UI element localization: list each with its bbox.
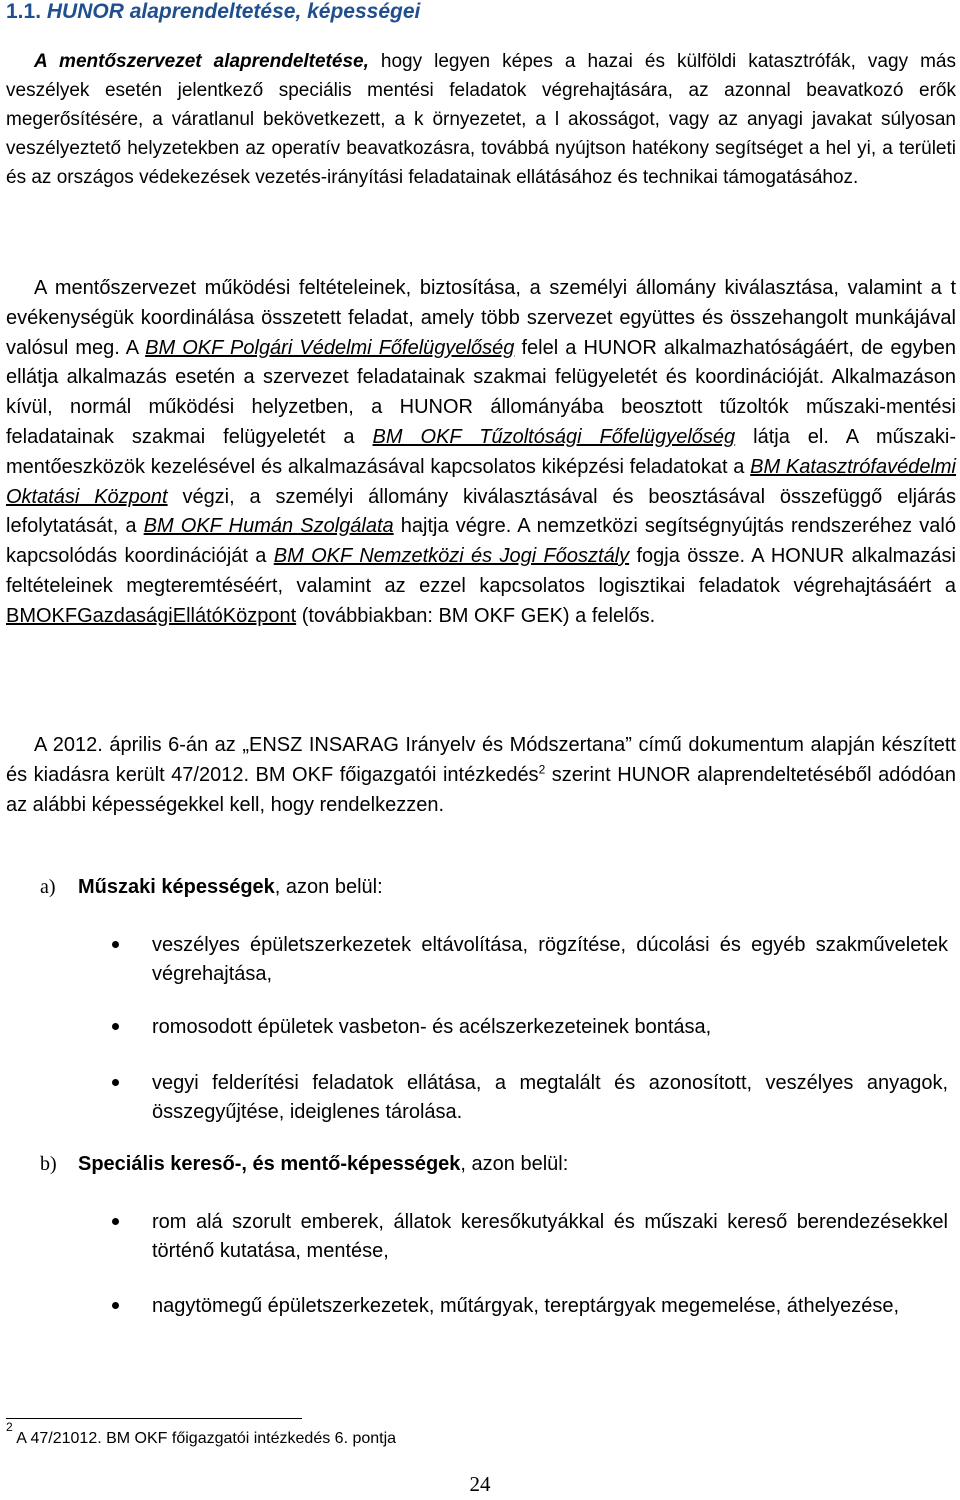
insarag-text-1: A 2012. április 6-án az „ENSZ INSARAG Irányelv és Módszertana” című dokumentum alapján készített és kiadásra került 47/2012. BM OKF főigazgatói intézkedés	[6, 734, 956, 786]
section-b-title: Speciális kereső-, és mentő-képességek	[78, 1153, 461, 1175]
footnote-mark: 2	[6, 1419, 13, 1434]
list-item	[112, 931, 948, 989]
section-b-marker: b)	[40, 1153, 57, 1175]
bullet-icon	[112, 1023, 119, 1030]
purpose-lead: A mentőszervezet alaprendeltetése,	[34, 51, 369, 72]
list-item-text: veszélyes épületszerkezetek eltávolítása, rögzítése, dúcolási és egyéb szakműveletek végrehajtása,	[152, 934, 948, 985]
footnote	[6, 1419, 397, 1448]
bullet-icon	[112, 941, 119, 948]
org-text-5: hajtja végre. A nemzetközi segítségnyújtás rendszeréhez való kapcsolódás koordinációját a	[6, 515, 956, 568]
org-text-6: fogja össze. A HONUR alkalmazási feltételeinek megteremtéséért, valamint az ezzel kapcsolatos logisztikai feladatok végrehajtásáért a	[6, 545, 957, 597]
list-item	[112, 1208, 948, 1266]
paragraph-insarag	[6, 730, 956, 820]
link-oktatasi-kozpont[interactable]: BM Katasztrófavédelmi Oktatási Központ	[6, 455, 957, 508]
link-tuzoltosagi-fofelugyeloseg[interactable]: BM OKF Tűzoltósági Főfelügyelőség	[372, 425, 736, 448]
footnote-text: A 47/21012. BM OKF főigazgatói intézkedés 6. pontja	[12, 1430, 397, 1447]
list-item	[112, 1292, 948, 1321]
link-nemzetkozi-fooszt[interactable]: BM OKF Nemzetközi és Jogi Főosztály	[273, 545, 630, 568]
footnote-divider	[6, 1418, 302, 1419]
org-text-3: látja el. A műszaki-mentőeszközök kezelésével és alkalmazásával kapcsolatos kiképzési feladatokat a	[6, 425, 957, 478]
list-item-text: vegyi felderítési feladatok ellátása, a megtalált és azonosított, veszélyes anyagok, összegyűjtése, ideiglenes tárolása.	[152, 1072, 948, 1123]
bullet-icon	[112, 1079, 119, 1086]
section-a-suffix: , azon belül:	[274, 876, 383, 898]
link-gek[interactable]: BMOKFGazdaságiEllátóKözpont	[6, 604, 297, 627]
section-a-marker: a)	[40, 876, 56, 898]
page-number: 24	[469, 1472, 491, 1496]
section-heading	[6, 0, 420, 24]
list-item-text: nagytömegű épületszerkezetek, műtárgyak, tereptárgyak megemelése, áthelyezése,	[152, 1295, 900, 1317]
heading-title: HUNOR alaprendeltetése, képességei	[46, 0, 421, 23]
link-human-szolgalat[interactable]: BM OKF Humán Szolgálata	[143, 515, 394, 538]
footnote-ref[interactable]: 2	[538, 762, 546, 777]
section-a-title: Műszaki képességek	[78, 876, 275, 898]
heading-number: 1.1.	[6, 0, 42, 23]
section-b-suffix: , azon belül:	[460, 1153, 569, 1175]
list-item	[112, 1069, 948, 1127]
org-text-2: felel a HUNOR alkalmazhatóságáért, de egyben ellátja alkalmazás esetén a szervezet feladatainak szakmai felügyeletét és koordinációját. Alkalmazáson kívül, normál működési helyzetben, a HUNOR állományába beosztott tűzoltók műszaki-mentési feladatainak szakmai felügyeletét a	[6, 336, 956, 448]
section-a-heading	[40, 876, 383, 899]
org-text-4: végzi, a személyi állomány kiválasztásával és beosztásával összefüggő eljárás lefolytatását, a	[6, 485, 956, 538]
org-text-7: (továbbiakban: BM OKF GEK) a felelős.	[296, 604, 656, 627]
purpose-text: hogy legyen képes a hazai és külföldi katasztrófák, vagy más veszélyek esetén jelentkező speciális mentési feladatok végrehajtására, az azonnal beavatkozó erők megerősítésére, a váratlanul bekövetkezett, a k örnyezetet, a l akosságot, vagy az anyagi javakat súlyosan veszélyeztető helyzetekben az operatív beavatkozásra, továbbá nyújtson hatékony segítséget a hel yi, a területi és az országos védekezések vezetés-irányítási feladatainak ellátásához és technikai támogatásához.	[6, 51, 956, 188]
bullet-icon	[112, 1218, 119, 1225]
paragraph-purpose	[6, 47, 956, 192]
org-text-1: A mentőszervezet működési feltételeinek, biztosítása, a személyi állomány kiválasztása, valamint a t evékenységük koordinálása összetett feladat, amely több szervezet együttes és összehangolt munkájával valósul meg. A	[6, 277, 956, 359]
list-item-text: romosodott épületek vasbeton- és acélszerkezeteinek bontása,	[152, 1016, 712, 1038]
list-item-text: rom alá szorult emberek, állatok keresőkutyákkal és műszaki kereső berendezésekkel történő kutatása, mentése,	[152, 1211, 948, 1262]
link-pv-fofelugyeloseg[interactable]: BM OKF Polgári Védelmi Főfelügyelőség	[145, 336, 515, 359]
bullet-icon	[112, 1302, 119, 1309]
section-b-heading	[40, 1153, 568, 1176]
list-item	[112, 1013, 948, 1042]
paragraph-organization	[6, 274, 956, 632]
insarag-text-2: szerint HUNOR alaprendeltetéséből adódóan az alábbi képességekkel kell, hogy rendelkezzen.	[6, 764, 956, 816]
